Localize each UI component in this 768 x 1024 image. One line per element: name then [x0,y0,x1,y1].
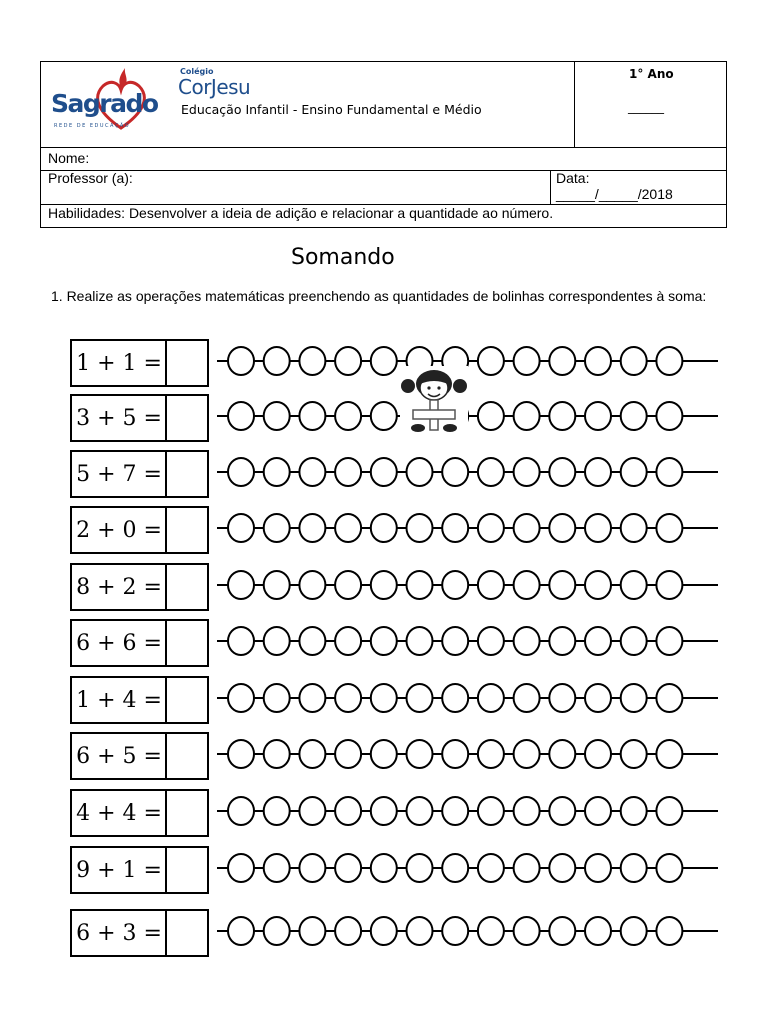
logo-school-name: CorJesu [178,75,251,99]
bead-circle[interactable] [264,627,290,655]
answer-box[interactable] [165,846,209,894]
grade-cell [575,62,727,147]
bead-circle[interactable] [478,347,504,375]
bead-circle[interactable] [442,684,468,712]
bead-circle[interactable] [585,854,611,882]
bead-circle[interactable] [656,797,682,825]
operation-expression: 5 + 7 = [70,450,167,498]
bead-circle[interactable] [264,458,290,486]
bead-circle[interactable] [335,627,361,655]
bead-circle[interactable] [442,514,468,542]
bead-circle[interactable] [656,458,682,486]
bead-circle[interactable] [478,684,504,712]
bead-circle[interactable] [299,797,325,825]
bead-circle[interactable] [442,627,468,655]
bead-circle[interactable] [585,740,611,768]
bead-circle[interactable] [407,797,433,825]
divider [41,170,726,171]
bead-circle[interactable] [442,458,468,486]
bead-circle[interactable] [478,917,504,945]
bead-circle[interactable] [549,514,575,542]
bead-circle[interactable] [335,917,361,945]
bead-circle[interactable] [585,797,611,825]
bead-circle[interactable] [549,571,575,599]
bead-circle[interactable] [228,740,254,768]
bead-circle[interactable] [656,684,682,712]
answer-box[interactable] [165,563,209,611]
bead-circle[interactable] [549,684,575,712]
bead-circle[interactable] [371,684,397,712]
bead-circle[interactable] [299,627,325,655]
bead-circle[interactable] [442,797,468,825]
bead-circle[interactable] [656,402,682,430]
bead-circle[interactable] [514,797,540,825]
bead-circle[interactable] [656,627,682,655]
bead-circle[interactable] [585,347,611,375]
bead-circle[interactable] [514,627,540,655]
name-field-label: Nome: [48,150,90,166]
date-field-value: _____/_____/2018 [556,186,673,202]
bead-circle[interactable] [371,797,397,825]
bead-circle[interactable] [549,402,575,430]
bead-circle[interactable] [228,797,254,825]
bead-circle[interactable] [549,627,575,655]
bead-circle[interactable] [371,402,397,430]
logo-brand: Sagrado [51,89,158,118]
bead-circle[interactable] [442,854,468,882]
bead-circle[interactable] [621,627,647,655]
answer-box[interactable] [165,619,209,667]
bead-circle[interactable] [514,347,540,375]
bead-circle[interactable] [585,917,611,945]
bead-circle[interactable] [656,514,682,542]
operation-row [70,506,730,552]
bead-circle[interactable] [371,740,397,768]
bead-circle[interactable] [228,854,254,882]
bead-circle[interactable] [264,797,290,825]
operation-expression: 8 + 2 = [70,563,167,611]
bead-circle[interactable] [514,684,540,712]
bead-circle[interactable] [478,740,504,768]
bead-circle[interactable] [299,347,325,375]
bead-circle[interactable] [549,854,575,882]
grade-blank: ______ [628,100,664,114]
bead-circle[interactable] [478,627,504,655]
bead-circle[interactable] [407,917,433,945]
teacher-field-label: Professor (a): [48,170,133,186]
operation-expression: 1 + 4 = [70,676,167,724]
bead-circle[interactable] [371,571,397,599]
operation-row [70,450,730,496]
bead-circle[interactable] [514,917,540,945]
bead-circle[interactable] [621,797,647,825]
grade-label: 1° Ano [629,67,674,81]
bead-circle[interactable] [264,917,290,945]
bead-circle[interactable] [621,514,647,542]
bead-circle[interactable] [264,571,290,599]
bead-circle[interactable] [585,402,611,430]
bead-circle[interactable] [264,402,290,430]
bead-string [215,506,720,554]
bead-circle[interactable] [335,347,361,375]
bead-circle[interactable] [514,854,540,882]
bead-circle[interactable] [442,571,468,599]
bead-circle[interactable] [407,458,433,486]
bead-circle[interactable] [371,458,397,486]
bead-circle[interactable] [478,854,504,882]
answer-box[interactable] [165,789,209,837]
bead-circle[interactable] [478,458,504,486]
operation-row [70,563,730,609]
instructions: 1. Realize as operações matemáticas preenchendo as quantidades de bolinhas correspondentes à soma: [51,288,707,304]
bead-circle[interactable] [514,740,540,768]
bead-circle[interactable] [621,571,647,599]
page-title: Somando [291,245,395,270]
operation-expression: 6 + 6 = [70,619,167,667]
bead-string [215,563,720,611]
operation-expression: 4 + 4 = [70,789,167,837]
answer-box[interactable] [165,450,209,498]
bead-circle[interactable] [549,458,575,486]
bead-circle[interactable] [228,347,254,375]
bead-circle[interactable] [228,402,254,430]
bead-circle[interactable] [299,514,325,542]
bead-circle[interactable] [299,684,325,712]
logo-cell [41,62,575,147]
bead-circle[interactable] [585,458,611,486]
bead-circle[interactable] [478,402,504,430]
answer-box[interactable] [165,339,209,387]
bead-circle[interactable] [335,797,361,825]
bead-circle[interactable] [514,458,540,486]
answer-box[interactable] [165,506,209,554]
bead-circle[interactable] [371,854,397,882]
bead-circle[interactable] [335,740,361,768]
bead-circle[interactable] [621,917,647,945]
bead-circle[interactable] [335,854,361,882]
bead-circle[interactable] [656,854,682,882]
operation-expression: 2 + 0 = [70,506,167,554]
date-field-label: Data: [556,170,590,186]
bead-circle[interactable] [371,627,397,655]
bead-circle[interactable] [478,514,504,542]
answer-box[interactable] [165,676,209,724]
bead-circle[interactable] [371,347,397,375]
divider [41,147,726,148]
operation-row [70,676,730,722]
bead-circle[interactable] [656,571,682,599]
bead-string [215,676,720,724]
bead-circle[interactable] [335,458,361,486]
bead-circle[interactable] [549,917,575,945]
bead-circle[interactable] [478,797,504,825]
bead-circle[interactable] [371,514,397,542]
bead-circle[interactable] [407,740,433,768]
operation-row [70,846,730,892]
bead-circle[interactable] [621,402,647,430]
bead-circle[interactable] [656,917,682,945]
bead-circle[interactable] [656,740,682,768]
answer-box[interactable] [165,732,209,780]
bead-circle[interactable] [371,917,397,945]
bead-circle[interactable] [656,347,682,375]
operation-expression: 3 + 5 = [70,394,167,442]
bead-circle[interactable] [407,684,433,712]
bead-circle[interactable] [478,571,504,599]
bead-circle[interactable] [585,627,611,655]
bead-circle[interactable] [549,797,575,825]
bead-circle[interactable] [299,458,325,486]
bead-circle[interactable] [407,571,433,599]
bead-circle[interactable] [621,347,647,375]
bead-circle[interactable] [335,571,361,599]
bead-circle[interactable] [228,917,254,945]
bead-circle[interactable] [514,402,540,430]
bead-circle[interactable] [264,740,290,768]
school-subtitle: Educação Infantil - Ensino Fundamental e Médio [181,102,482,117]
bead-circle[interactable] [585,514,611,542]
bead-circle[interactable] [549,347,575,375]
bead-circle[interactable] [585,571,611,599]
operation-expression: 9 + 1 = [70,846,167,894]
bead-circle[interactable] [514,514,540,542]
bead-string [215,789,720,837]
bead-circle[interactable] [228,627,254,655]
bead-circle[interactable] [335,684,361,712]
bead-string [215,732,720,780]
operation-expression: 6 + 5 = [70,732,167,780]
bead-circle[interactable] [442,917,468,945]
bead-circle[interactable] [264,514,290,542]
bead-circle[interactable] [264,854,290,882]
bead-circle[interactable] [621,458,647,486]
bead-circle[interactable] [621,684,647,712]
answer-box[interactable] [165,909,209,957]
operation-row [70,789,730,835]
header-table [40,61,727,228]
bead-circle[interactable] [299,917,325,945]
bead-circle[interactable] [264,347,290,375]
girl-holding-plus-sign-icon [398,362,470,434]
bead-circle[interactable] [299,740,325,768]
operation-expression: 1 + 1 = [70,339,167,387]
bead-circle[interactable] [228,571,254,599]
operation-row [70,909,730,955]
bead-circle[interactable] [299,402,325,430]
bead-circle[interactable] [621,854,647,882]
bead-circle[interactable] [228,684,254,712]
bead-string [215,450,720,498]
bead-circle[interactable] [228,514,254,542]
operation-row [70,619,730,665]
operation-row [70,732,730,778]
divider [550,170,551,204]
bead-circle[interactable] [407,627,433,655]
logo-colegio: Colégio [180,67,214,76]
bead-circle[interactable] [442,740,468,768]
bead-circle[interactable] [299,571,325,599]
logo-network: REDE DE EDUCAÇÃO [54,123,131,129]
bead-circle[interactable] [514,571,540,599]
bead-circle[interactable] [264,684,290,712]
bead-circle[interactable] [335,402,361,430]
bead-string [215,846,720,894]
bead-string [215,909,720,957]
bead-circle[interactable] [549,740,575,768]
bead-circle[interactable] [407,514,433,542]
operation-expression: 6 + 3 = [70,909,167,957]
bead-circle[interactable] [407,854,433,882]
bead-circle[interactable] [228,458,254,486]
bead-circle[interactable] [335,514,361,542]
bead-circle[interactable] [621,740,647,768]
skills-text: Habilidades: Desenvolver a ideia de adição e relacionar a quantidade ao número. [48,205,554,221]
bead-circle[interactable] [585,684,611,712]
bead-string [215,619,720,667]
answer-box[interactable] [165,394,209,442]
bead-circle[interactable] [299,854,325,882]
